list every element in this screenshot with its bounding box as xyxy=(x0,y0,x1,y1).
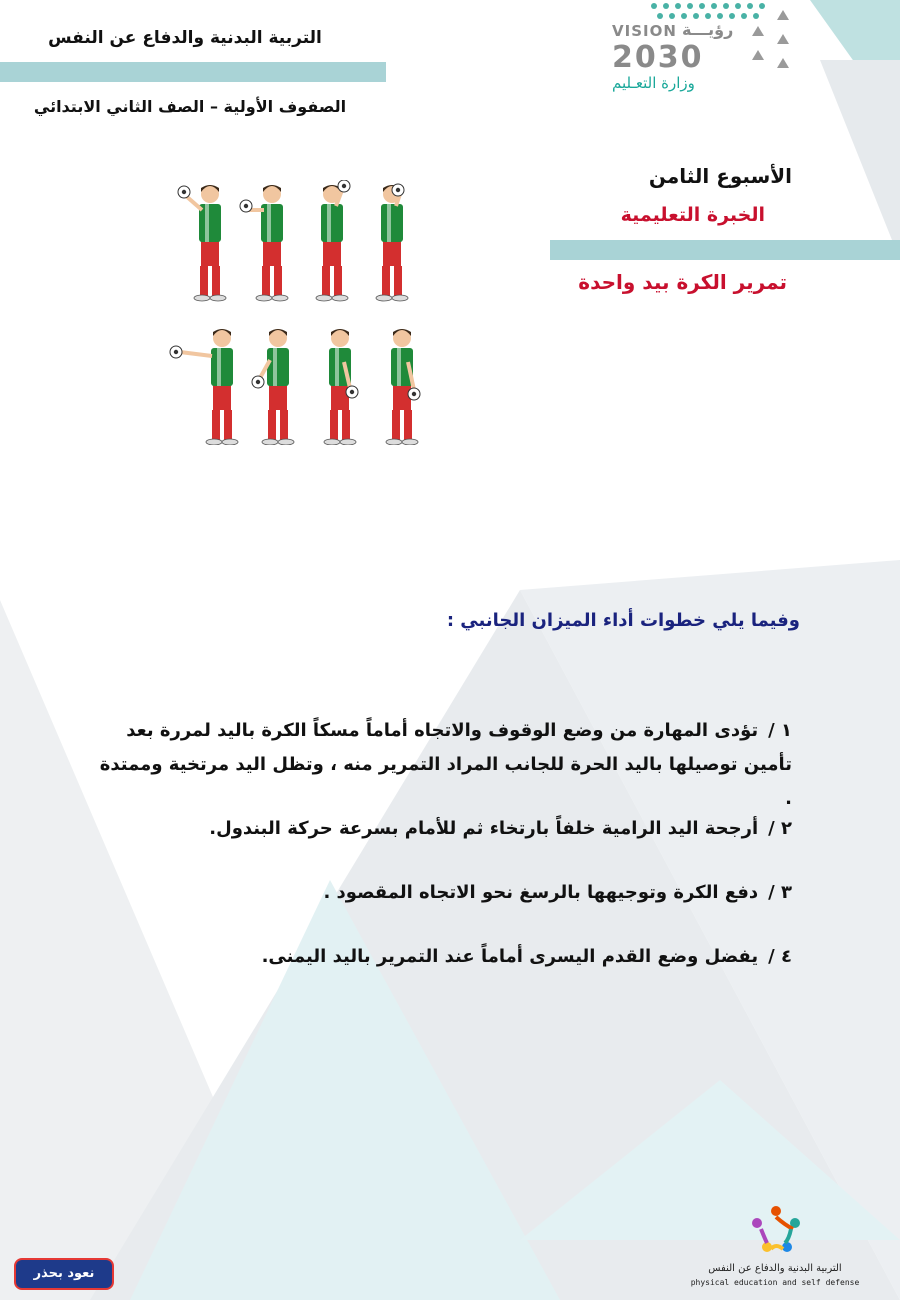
step-item xyxy=(92,876,792,910)
lesson-accent-bar xyxy=(550,240,900,260)
footer-subject-ar: التربية البدنية والدفاع عن النفس xyxy=(708,1263,842,1274)
skill-title: تمرير الكرة بيد واحدة xyxy=(578,270,787,294)
subject-title: التربية البدنية والدفاع عن النفس xyxy=(48,28,322,48)
step-text: أرجحة اليد الرامية خلفاً بارتخاء ثم للأمام بسرعة حركة البندول. xyxy=(209,818,759,839)
pe-logo-icon xyxy=(745,1203,807,1257)
vision-2030-logo xyxy=(608,0,808,95)
vision-year: 2030 xyxy=(612,40,704,75)
week-title: الأسبوع الثامن xyxy=(648,164,792,188)
step-item xyxy=(92,714,792,816)
boy-row-bottom xyxy=(170,329,420,445)
step-item xyxy=(92,812,792,846)
step-item xyxy=(92,940,792,974)
grade-line: الصفوف الأولية – الصف الثاني الابتدائي xyxy=(33,97,347,116)
boy-row-top xyxy=(178,180,408,301)
return-safely-badge: نعود بحذر xyxy=(14,1258,114,1290)
step-number: ٣ / xyxy=(768,882,792,903)
vision-label: VISION xyxy=(612,22,677,40)
experience-title: الخبرة التعليمية xyxy=(620,204,765,226)
vision-ar: رؤيـــة xyxy=(682,20,734,39)
step-text: يفضل وضع القدم اليسرى أماماً عند التمرير باليد اليمنى. xyxy=(261,946,759,967)
skill-illustration xyxy=(160,180,440,445)
step-text: دفع الكرة وتوجيهها بالرسغ نحو الاتجاه المقصود . xyxy=(323,882,759,903)
step-number: ٤ / xyxy=(768,946,792,967)
ministry-name: وزارة التعـليم xyxy=(612,74,695,92)
step-number: ١ / xyxy=(768,720,792,741)
step-number: ٢ / xyxy=(768,818,792,839)
step-text: تؤدى المهارة من وضع الوقوف والاتجاه أماماً مسكاً الكرة باليد لمررة بعد تأمين توصيلها باليد الحرة للجانب المراد التمرير منه ، وتظل اليد مرتخية وممتدة . xyxy=(99,720,792,809)
header-accent-bar xyxy=(0,62,386,82)
footer-subject-en: physical education and self defense xyxy=(690,1278,860,1287)
steps-heading: وفيما يلي خطوات أداء الميزان الجانبي : xyxy=(446,610,800,631)
